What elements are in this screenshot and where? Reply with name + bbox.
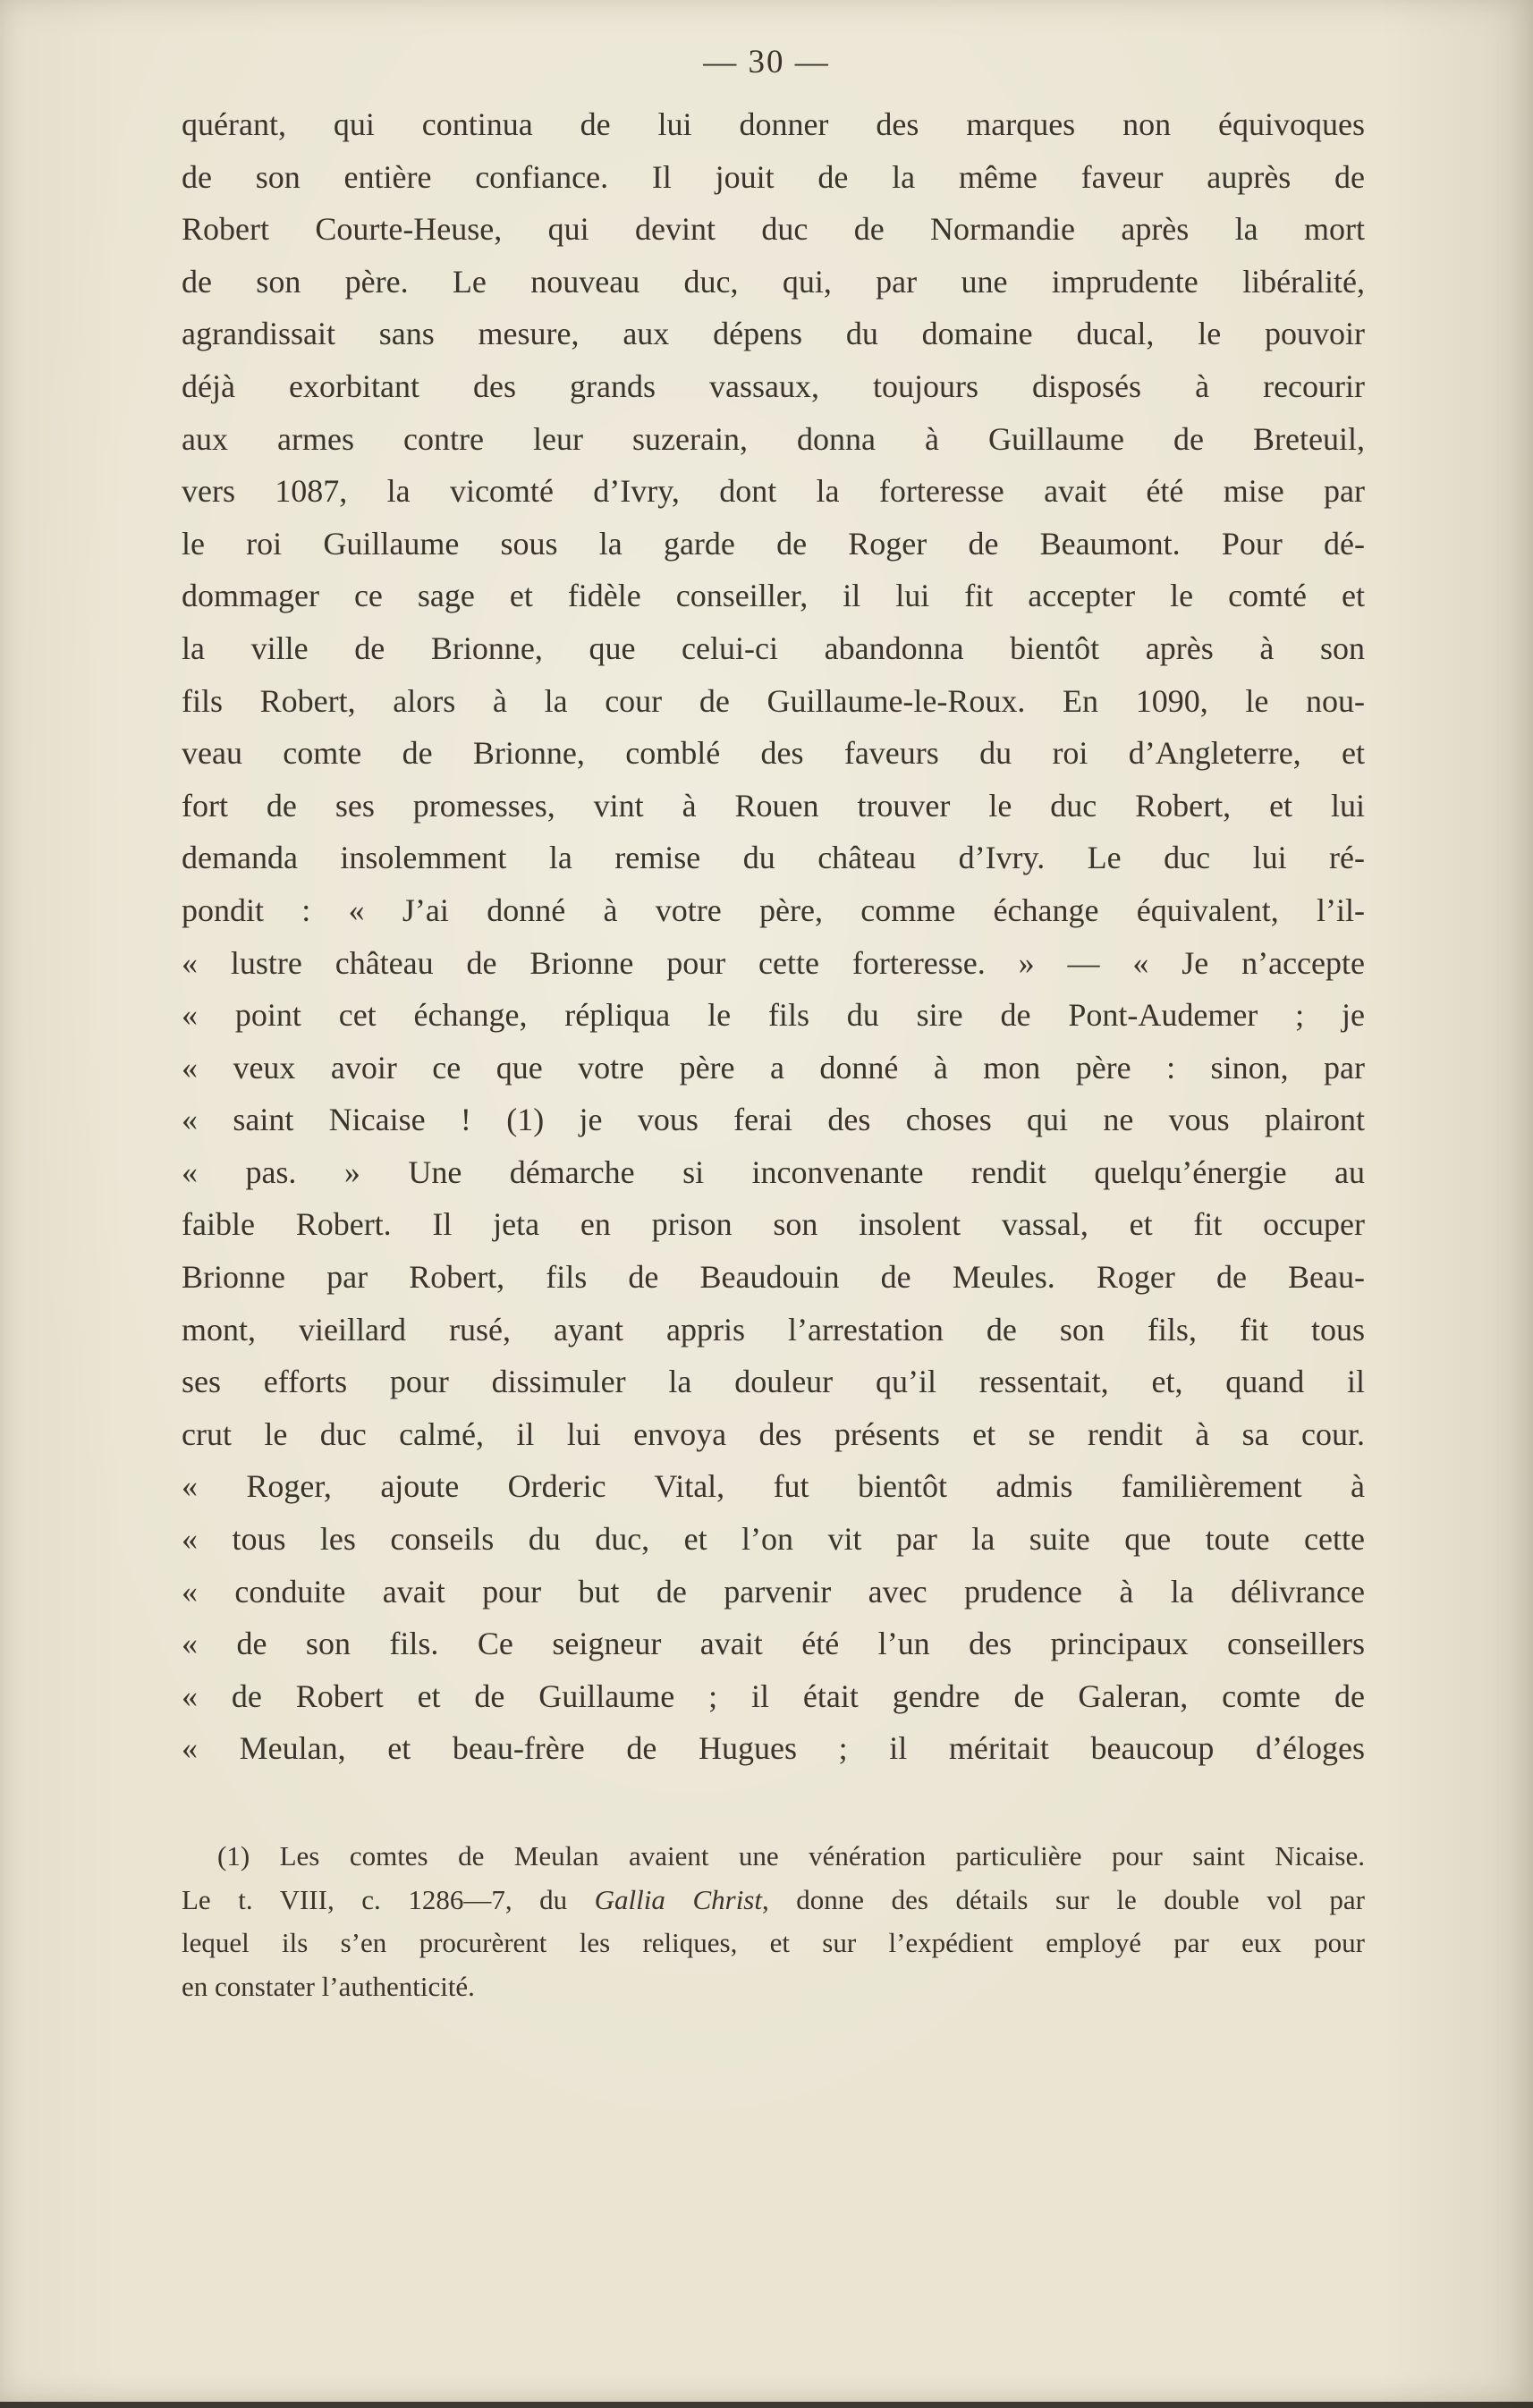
text-line: « tous les conseils du duc, et l’on vit par la suite que toute cette xyxy=(182,1521,1365,1558)
text-line: « de Robert et de Guillaume ; il était gendre de Galeran, comte de xyxy=(182,1677,1365,1714)
text-line: mont, vieillard rusé, ayant appris l’arrestation de son fils, fit tous xyxy=(182,1311,1365,1348)
text-line: « veux avoir ce que votre père a donné à mon père : sinon, par xyxy=(182,1049,1365,1086)
footnote-text-segment: Le t. VIII, c. 1286—7, du xyxy=(182,1883,595,1915)
text-line: ses efforts pour dissimuler la douleur qu’il ressentait, et, quand il xyxy=(182,1364,1365,1400)
text-line: de son père. Le nouveau duc, qui, par une imprudente libéralité, xyxy=(182,263,1365,300)
footnote xyxy=(182,1835,1365,2008)
text-line: « saint Nicaise ! (1) je vous ferai des choses qui ne vous plairont xyxy=(182,1102,1365,1138)
text-line: aux armes contre leur suzerain, donna à Guillaume de Breteuil, xyxy=(182,420,1365,457)
text-line: « point cet échange, répliqua le fils du sire de Pont-Audemer ; je xyxy=(182,997,1365,1034)
text-line: déjà exorbitant des grands vassaux, toujours disposés à recourir xyxy=(182,368,1365,404)
text-line: fort de ses promesses, vint à Rouen trouver le duc Robert, et lui xyxy=(182,787,1365,824)
text-line: le roi Guillaume sous la garde de Roger de Beaumont. Pour dé- xyxy=(182,525,1365,562)
text-line: crut le duc calmé, il lui envoya des présents et se rendit à sa cour. xyxy=(182,1415,1365,1452)
text-line: « Meulan, et beau-frère de Hugues ; il méritait beaucoup d’éloges xyxy=(182,1730,1365,1767)
footnote-line: en constater l’authenticité. xyxy=(182,1970,475,2002)
footnote-text-segment: , donne des détails sur le double vol par xyxy=(761,1883,1365,1915)
text-line: Brionne par Robert, fils de Beaudouin de Meules. Roger de Beau- xyxy=(182,1259,1365,1296)
text-line: « pas. » Une démarche si inconvenante rendit quelqu’énergie au xyxy=(182,1153,1365,1190)
footnote-line xyxy=(182,1879,1365,1922)
text-line: pondit : « J’ai donné à votre père, comme échange équivalent, l’il- xyxy=(182,891,1365,928)
text-line: quérant, qui continua de lui donner des marques non équivoques xyxy=(182,106,1365,142)
text-line: agrandissait sans mesure, aux dépens du domaine ducal, le pouvoir xyxy=(182,316,1365,352)
text-line: demanda insolemment la remise du château d’Ivry. Le duc lui ré- xyxy=(182,840,1365,876)
footnote-line: (1) Les comtes de Meulan avaient une vénération particulière pour saint Nicaise. xyxy=(217,1840,1365,1871)
text-line: « lustre château de Brionne pour cette forteresse. » — « Je n’accepte xyxy=(182,944,1365,981)
text-line: « conduite avait pour but de parvenir avec prudence à la délivrance xyxy=(182,1573,1365,1610)
text-line: « de son fils. Ce seigneur avait été l’un des principaux conseillers xyxy=(182,1626,1365,1662)
text-line: dommager ce sage et fidèle conseiller, il lui fit accepter le comté et xyxy=(182,578,1365,614)
text-line: vers 1087, la vicomté d’Ivry, dont la forteresse avait été mise par xyxy=(182,473,1365,510)
text-line: faible Robert. Il jeta en prison son insolent vassal, et fit occuper xyxy=(182,1206,1365,1243)
text-line: Robert Courte-Heuse, qui devint duc de Normandie après la mort xyxy=(182,211,1365,248)
main-text xyxy=(182,98,1365,1775)
text-line: « Roger, ajoute Orderic Vital, fut bientôt admis familièrement à xyxy=(182,1468,1365,1505)
text-line: fils Robert, alors à la cour de Guillaume-le-Roux. En 1090, le nou- xyxy=(182,682,1365,719)
italic-citation: Gallia Christ xyxy=(594,1883,762,1915)
text-line: veau comte de Brionne, comblé des faveurs du roi d’Angleterre, et xyxy=(182,735,1365,772)
text-line: la ville de Brionne, que celui-ci abandonna bientôt après à son xyxy=(182,629,1365,666)
footnote-line: lequel ils s’en procurèrent les reliques, et sur l’expédient employé par eux pour xyxy=(182,1927,1365,1958)
page-number: — 30 — xyxy=(703,44,830,80)
text-line: de son entière confiance. Il jouit de la même faveur auprès de xyxy=(182,158,1365,195)
